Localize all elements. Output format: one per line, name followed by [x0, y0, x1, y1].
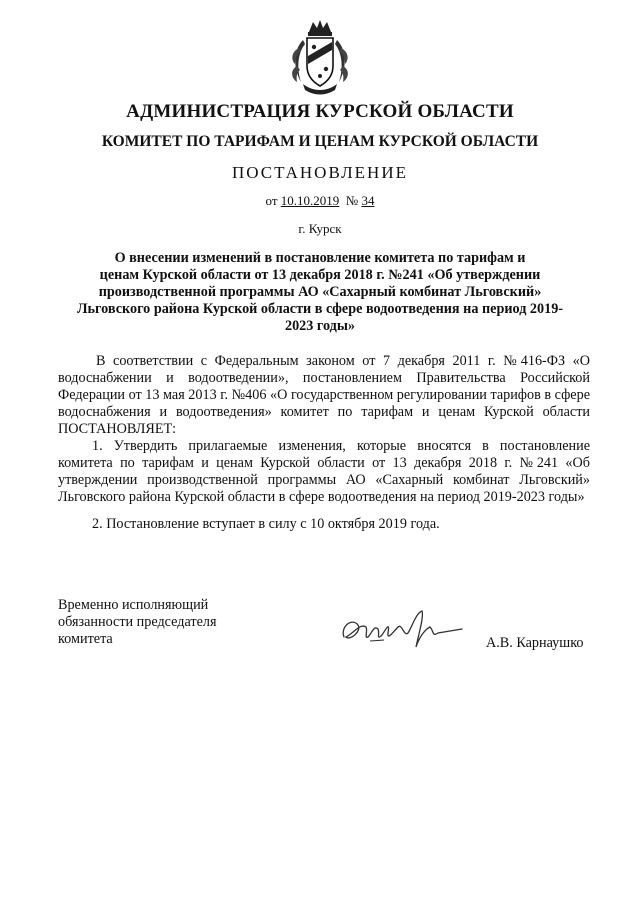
date-prefix: от: [265, 193, 278, 208]
subject-line: Льговского района Курской области в сфере водоотведения на период 2019-: [76, 301, 564, 317]
administration-title: АДМИНИСТРАЦИЯ КУРСКОЙ ОБЛАСТИ: [126, 101, 514, 122]
city: г. Курск: [298, 221, 342, 236]
item-1-paragraph: 1. Утвердить прилагаемые изменения, которые вносятся в постановление комитета по тарифам и ценам Курской области от 13 декабря 2018 г. №241 «Об утверждении производственной программы АО «Сахарный комбинат Льговский» Льговского района Курской области в сфере водоотведения на период 2019-2023 годы»: [58, 438, 590, 505]
committee-title: КОМИТЕТ ПО ТАРИФАМ И ЦЕНАМ КУРСКОЙ ОБЛАСТИ: [101, 133, 539, 150]
position-line: комитета: [58, 631, 113, 647]
subject-line: ценам Курской области от 13 декабря 2018 г. №241 «Об утверждении: [99, 267, 541, 283]
subject-line: 2023 годы»: [284, 318, 356, 334]
document-subject: [55, 250, 585, 335]
document-body: [58, 353, 590, 533]
signatory-name: А.В. Карнаушко: [486, 635, 584, 651]
document-date: 10.10.2019: [280, 193, 340, 208]
position-line: Временно исполняющий: [58, 597, 209, 613]
subject-line: О внесении изменений в постановление комитета по тарифам и: [114, 250, 526, 266]
number-prefix: №: [345, 193, 359, 208]
signatory-position: [58, 597, 217, 648]
handwritten-signature-icon: [338, 607, 466, 653]
coat-of-arms-icon: [289, 18, 351, 96]
position-line: обязанности председателя: [58, 614, 217, 630]
subject-line: производственной программы АО «Сахарный комбинат Льговский»: [98, 284, 542, 300]
document-type: ПОСТАНОВЛЕНИЕ: [231, 163, 408, 182]
document-number: 34: [361, 193, 375, 208]
item-2-paragraph: 2. Постановление вступает в силу с 10 октября 2019 года.: [92, 516, 440, 532]
preamble-paragraph: В соответствии с Федеральным законом от 7 декабря 2011 г. №416-ФЗ «О водоснабжении и водоотведении», постановлением Правительства Российской Федерации от 13 мая 2013 г. №406 «О государственном регулировании тарифов в сфере водоснабжения и водоотведения» комитет по тарифам и ценам Курской области ПОСТАНОВЛЯЕТ:: [58, 353, 590, 437]
date-number-line: [0, 193, 640, 209]
